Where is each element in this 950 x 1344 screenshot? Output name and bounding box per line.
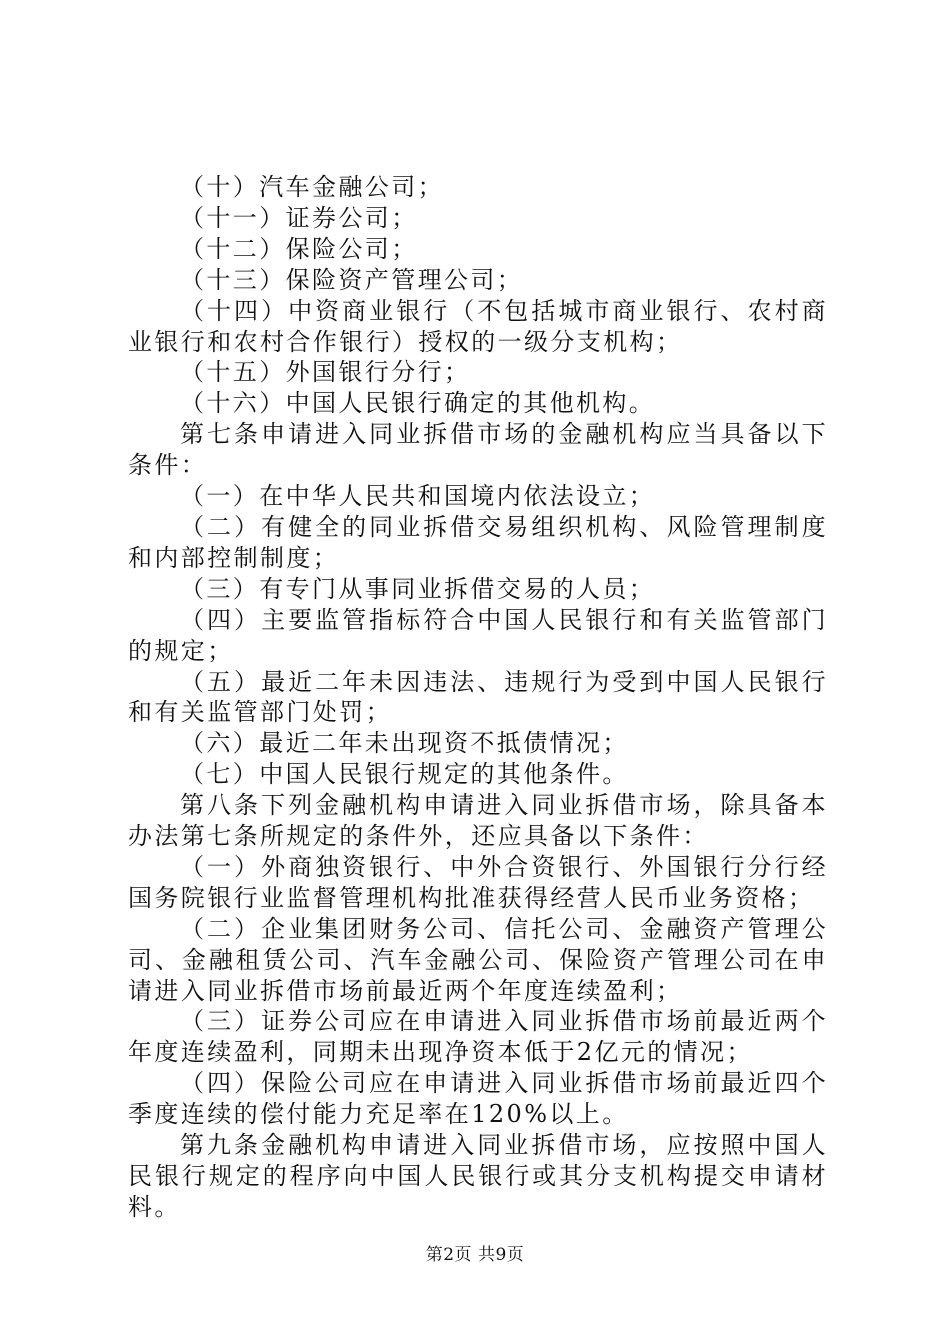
paragraph: （四）保险公司应在申请进入同业拆借市场前最近四个季度连续的偿付能力充足率在120%以上。 [128, 1069, 828, 1129]
paragraph: （六）最近二年未出现资不抵债情况； [180, 729, 629, 758]
paragraph: 第七条申请进入同业拆借市场的金融机构应当具备以下条件： [128, 420, 828, 480]
paragraph: （七）中国人民银行规定的其他条件。 [180, 760, 629, 789]
paragraph: 第九条金融机构申请进入同业拆借市场，应按照中国人民银行规定的程序向中国人民银行或其分支机构提交申请材料。 [128, 1131, 828, 1221]
paragraph: （三）证券公司应在申请进入同业拆借市场前最近两个年度连续盈利，同期未出现净资本低于2亿元的情况； [128, 1007, 828, 1067]
page-number-footer: 第2页 共9页 [425, 1245, 525, 1265]
paragraph: （十六）中国人民银行确定的其他机构。 [180, 389, 656, 418]
paragraph: （一）外商独资银行、中外合资银行、外国银行分行经国务院银行业监督管理机构批准获得经营人民币业务资格； [128, 852, 828, 912]
paragraph: （十）汽车金融公司； [180, 173, 444, 201]
paragraph: 第八条下列金融机构申请进入同业拆借市场，除具备本办法第七条所规定的条件外，还应具备以下条件： [128, 791, 828, 851]
paragraph: （二）有健全的同业拆借交易组织机构、风险管理制度和内部控制制度； [128, 512, 828, 572]
paragraph: （一）在中华人民共和国境内依法设立； [180, 482, 656, 511]
paragraph: （五）最近二年未因违法、违规行为受到中国人民银行和有关监管部门处罚； [128, 667, 828, 727]
document-body [128, 172, 828, 1223]
paragraph: （三）有专门从事同业拆借交易的人员； [180, 574, 656, 603]
paragraph: （十二）保险公司； [180, 234, 418, 263]
paragraph: （二）企业集团财务公司、信托公司、金融资产管理公司、金融租赁公司、汽车金融公司、保险资产管理公司在申请进入同业拆借市场前最近两个年度连续盈利； [128, 914, 828, 1005]
paragraph: （十一）证券公司； [180, 203, 418, 232]
paragraph: （十三）保险资产管理公司； [180, 265, 524, 294]
paragraph: （十四）中资商业银行（不包括城市商业银行、农村商业银行和农村合作银行）授权的一级分支机构； [128, 296, 828, 356]
paragraph: （四）主要监管指标符合中国人民银行和有关监管部门的规定； [128, 605, 828, 665]
paragraph: （十五）外国银行分行； [180, 358, 471, 387]
